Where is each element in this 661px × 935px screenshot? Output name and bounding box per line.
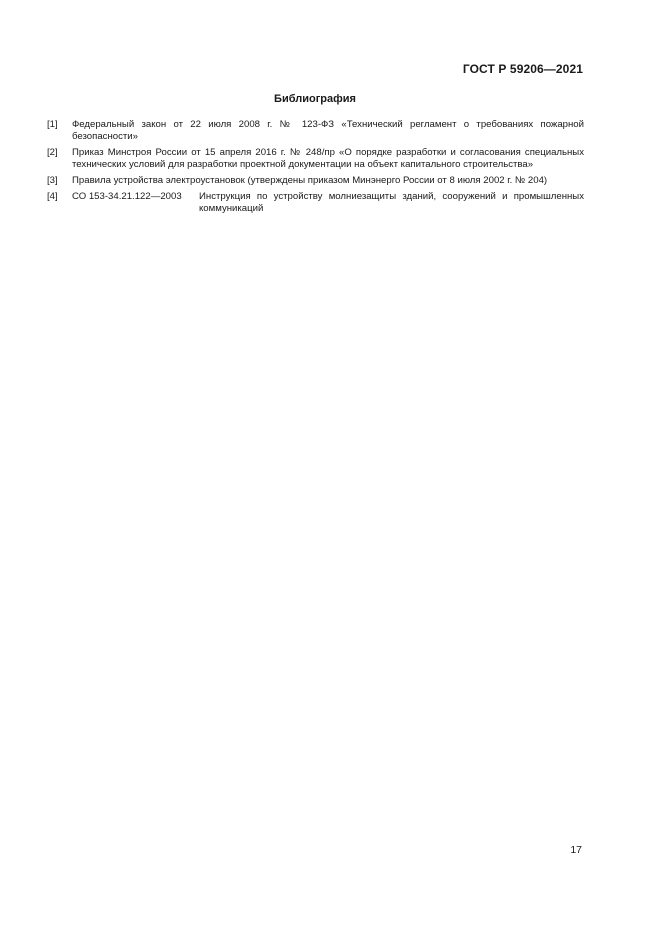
entry-number: [2] [47,147,58,158]
bibliography-title: Библиография [274,93,356,105]
document-code: ГОСТ Р 59206—2021 [462,62,583,76]
entry-number: [1] [47,119,58,130]
page-number: 17 [570,844,582,856]
entry-text: Приказ Минстроя России от 15 апреля 2016 г. № 248/пр «О порядке разработки и согласования специальных технических условий для разработки проектной документации на объект капитального строительства» [72,147,584,170]
entry-text: Федеральный закон от 22 июля 2008 г. № 123-ФЗ «Технический регламент о требованиях пожарной безопасности» [72,119,584,142]
entry-number: [4] [47,191,58,202]
entry-number: [3] [47,175,58,186]
entry-text: Правила устройства электроустановок (утверждены приказом Минэнерго России от 8 июля 2002 г. № 204) [72,175,548,186]
entry-standard-code: СО 153-34.21.122—2003 [72,191,182,202]
entry-text: Инструкция по устройству молниезащиты зданий, сооружений и промышленных коммуникаций [199,191,584,214]
bibliography-entry [47,191,584,215]
bibliography-list [47,119,584,219]
bibliography-entry [47,175,584,187]
bibliography-entry [47,119,584,143]
bibliography-entry [47,147,584,171]
